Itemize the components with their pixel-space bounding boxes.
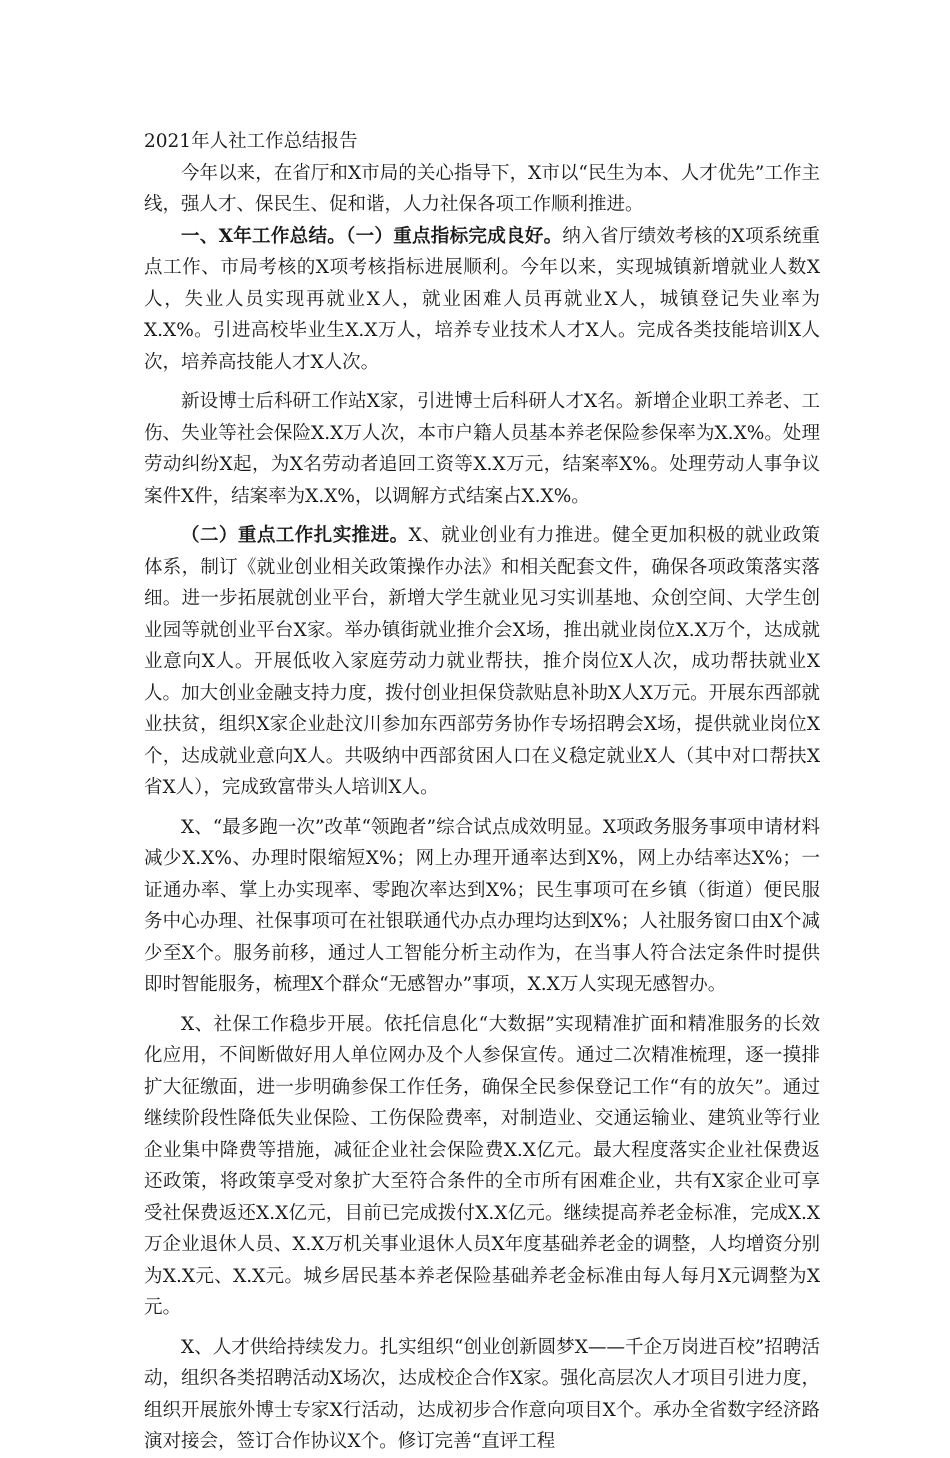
paragraph-text: X、人才供给持续发力。扎实组织“创业创新圆梦X——千企万岗进百校”招聘活动，组织各类招聘活动X场次，达成校企合作X家。强化高层次人才项目引进力度，组织开展旅外博士专家X行活动，达成初步合作意向项目X个。承办全省数字经济路演对接会，签订合作协议X个。修订完善“直评工程	[144, 1336, 820, 1452]
paragraph-key-indicators	[144, 221, 820, 379]
paragraph-reform	[144, 812, 820, 1001]
paragraph-text: X、“最多跑一次”改革“领跑者”综合试点成效明显。X项政务服务事项申请材料减少X.X%、办理时限缩短X%；网上办理开通率达到X%，网上办结率达X%；一证通办率、掌上办实现率、零跑次率达到X%；民生事项可在乡镇（街道）便民服务中心办理、社保事项可在社银联通代办点办理均达到X%；人社服务窗口由X个减少至X个。服务前移，通过人工智能分析主动作为，在当事人符合法定条件时提供即时智能服务，梳理X个群众“无感智办”事项，X.X万人实现无感智办。	[144, 816, 820, 995]
document-title: 2021年人社工作总结报告	[144, 131, 358, 152]
paragraph-text: 纳入省厅绩效考核的X项系统重点工作、市局考核的X项考核指标进展顺利。今年以来，实现城镇新增就业人数X人，失业人员实现再就业X人，就业困难人员再就业X人，城镇登记失业率为X.X%。引进高校毕业生X.X万人，培养专业技术人才X人。完成各类技能培训X人次，培养高技能人才X人次。	[144, 225, 821, 373]
section-heading: 一、X年工作总结。（一）重点指标完成良好。	[181, 225, 563, 247]
paragraph-key-work	[144, 520, 820, 804]
paragraph-intro	[144, 158, 820, 221]
section-heading: （二）重点工作扎实推进。	[181, 525, 409, 546]
paragraph-social-security	[144, 1009, 820, 1324]
paragraph-text: 今年以来，在省厅和X市局的关心指导下，X市以“民生为本、人才优先”工作主线，强人才、保民生、促和谐，人力社保各项工作顺利推进。	[144, 162, 820, 215]
paragraph-postdoc-insurance	[144, 386, 820, 512]
paragraph-text: X、就业创业有力推进。健全更加积极的就业政策体系，制订《就业创业相关政策操作办法》和相关配套文件，确保各项政策落实落细。进一步拓展就创业平台，新增大学生就业见习实训基地、众创空间、大学生创业园等就创业平台X家。举办镇街就业推介会X场，推出就业岗位X.X万个，达成就业意向X人。开展低收入家庭劳动力就业帮扶，推介岗位X人次，成功帮扶就业X人。加大创业金融支持力度，拨付创业担保贷款贴息补助X人X万元。开展东西部就业扶贫，组织X家企业赴汶川参加东西部劳务协作专场招聘会X场，提供就业岗位X个，达成就业意向X人。共吸纳中西部贫困人口在义稳定就业X人（其中对口帮扶X省X人），完成致富带头人培训X人。	[144, 525, 820, 798]
paragraph-talent-supply	[144, 1332, 820, 1458]
document-body	[144, 126, 820, 1458]
paragraph-text: X、社保工作稳步开展。依托信息化“大数据”实现精准扩面和精准服务的长效化应用，不间断做好用人单位网办及个人参保宣传。通过二次精准梳理，逐一摸排扩大征缴面，进一步明确参保工作任务，确保全民参保登记工作“有的放矢”。通过继续阶段性降低失业保险、工伤保险费率，对制造业、交通运输业、建筑业等行业企业集中降费等措施，减征企业社会保险费X.X亿元。最大程度落实企业社保费返还政策，将政策享受对象扩大至符合条件的全市所有困难企业，共有X家企业可享受社保费返还X.X亿元，目前已完成拨付X.X亿元。继续提高养老金标准，完成X.X万企业退休人员、X.X万机关事业退休人员X年度基础养老金的调整，人均增资分别为X.X元、X.X元。城乡居民基本养老保险基础养老金标准由每人每月X元调整为X元。	[144, 1013, 820, 1318]
paragraph-text: 新设博士后科研工作站X家，引进博士后科研人才X名。新增企业职工养老、工伤、失业等社会保险X.X万人次，本市户籍人员基本养老保险参保率为X.X%。处理劳动纠纷X起，为X名劳动者追回工资等X.X万元，结案率X%。处理劳动人事争议案件X件，结案率为X.X%，以调解方式结案占X.X%。	[144, 391, 820, 507]
